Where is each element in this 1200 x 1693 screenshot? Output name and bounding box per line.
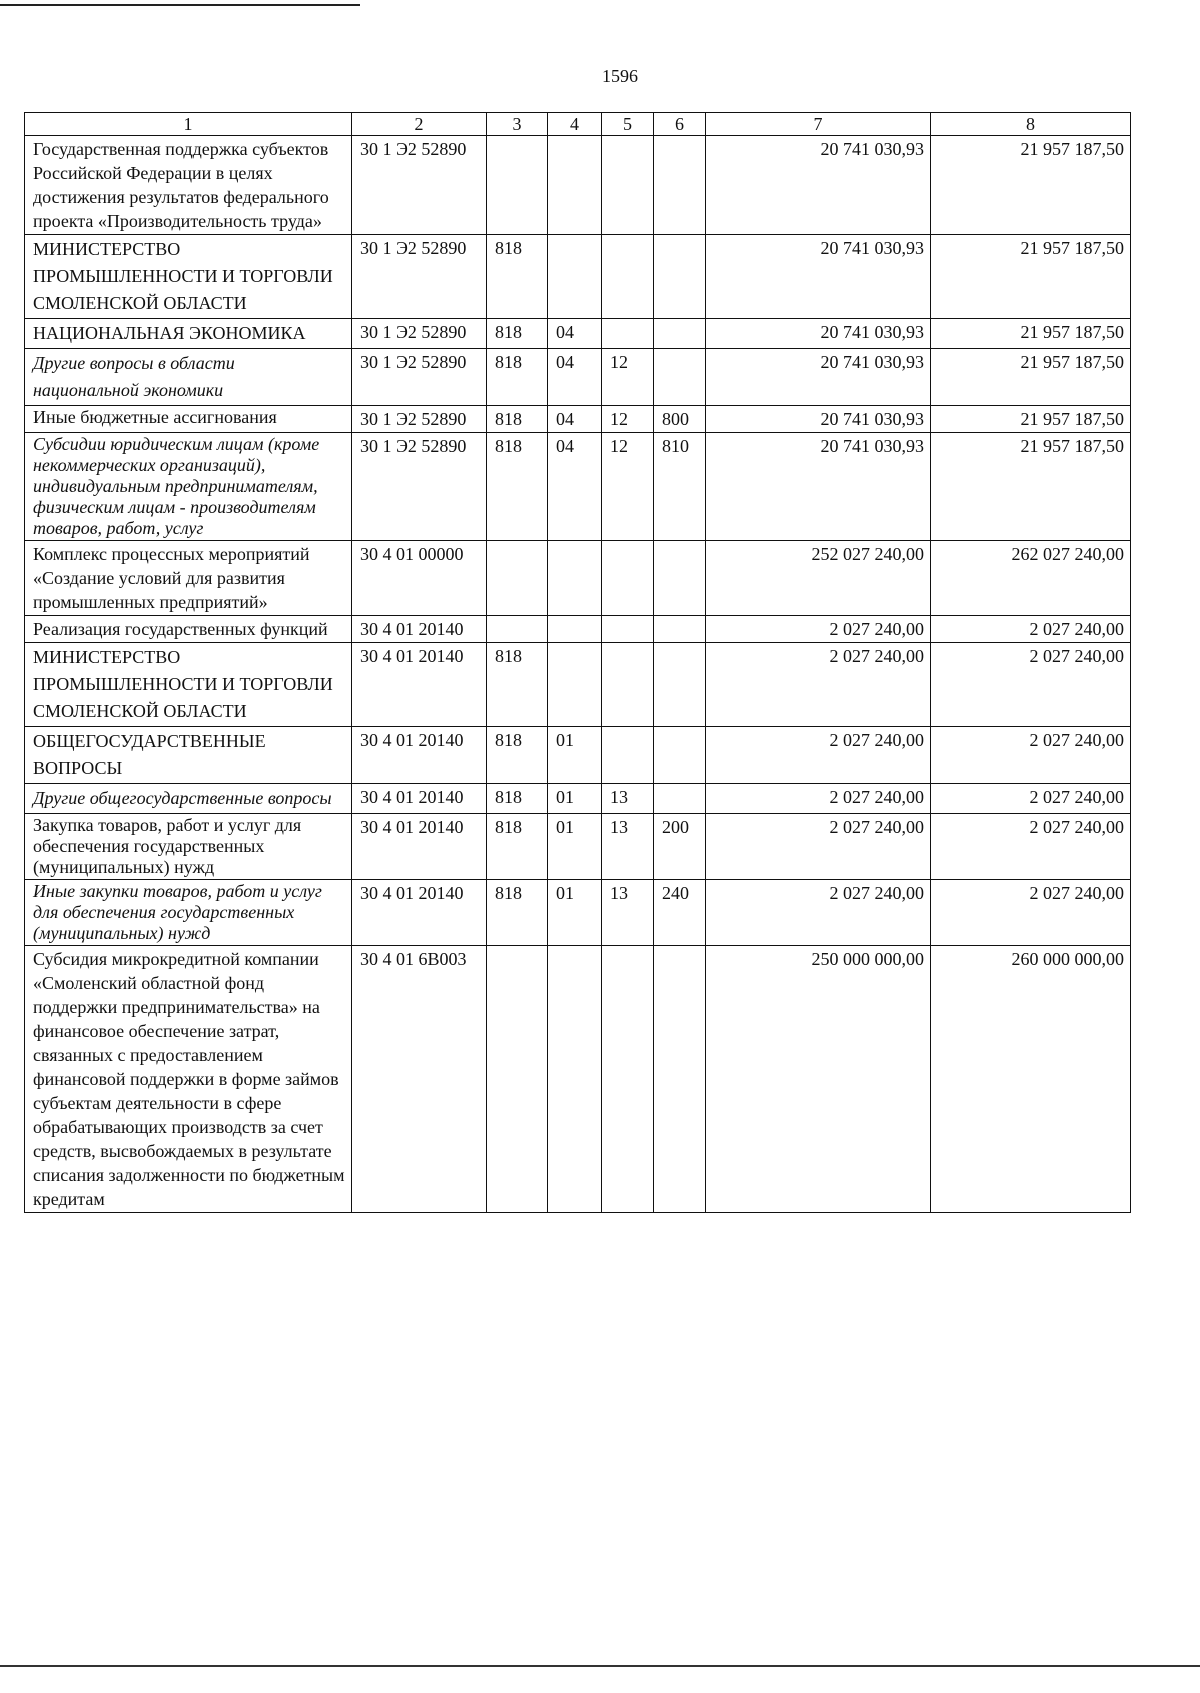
ministry-code: 818: [487, 727, 548, 784]
ministry-code: 818: [487, 235, 548, 319]
amount-year-1: 20 741 030,93: [706, 319, 931, 349]
column-header: 5: [602, 113, 654, 136]
amount-year-2: 21 957 187,50: [931, 319, 1131, 349]
column-header: 7: [706, 113, 931, 136]
ministry-code: 818: [487, 406, 548, 433]
row-name: Другие вопросы в области национальной экономики: [25, 349, 352, 406]
table-row: [25, 880, 1131, 946]
amount-year-1: 252 027 240,00: [706, 541, 931, 616]
amount-year-2: 260 000 000,00: [931, 946, 1131, 1213]
amount-year-2: 2 027 240,00: [931, 880, 1131, 946]
expense-type-code: 810: [654, 433, 706, 541]
expense-type-code: [654, 616, 706, 643]
ministry-code: 818: [487, 643, 548, 727]
expense-type-code: [654, 643, 706, 727]
table-row: [25, 349, 1131, 406]
target-code: 30 1 Э2 52890: [352, 433, 487, 541]
section-code: 01: [548, 727, 602, 784]
target-code: 30 4 01 20140: [352, 643, 487, 727]
ministry-code: [487, 541, 548, 616]
table-header-row: [25, 113, 1131, 136]
subsection-code: 13: [602, 814, 654, 880]
budget-table: [24, 112, 1131, 1213]
subsection-code: [602, 235, 654, 319]
target-code: 30 4 01 6В003: [352, 946, 487, 1213]
table-row: [25, 319, 1131, 349]
row-name: НАЦИОНАЛЬНАЯ ЭКОНОМИКА: [25, 319, 352, 349]
amount-year-2: 2 027 240,00: [931, 784, 1131, 814]
section-code: [548, 136, 602, 235]
target-code: 30 4 01 00000: [352, 541, 487, 616]
expense-type-code: 240: [654, 880, 706, 946]
ministry-code: 818: [487, 349, 548, 406]
column-header: 1: [25, 113, 352, 136]
table-row: [25, 433, 1131, 541]
amount-year-1: 20 741 030,93: [706, 406, 931, 433]
section-code: [548, 541, 602, 616]
target-code: 30 1 Э2 52890: [352, 406, 487, 433]
expense-type-code: [654, 136, 706, 235]
amount-year-2: 262 027 240,00: [931, 541, 1131, 616]
amount-year-1: 2 027 240,00: [706, 727, 931, 784]
ministry-code: [487, 946, 548, 1213]
amount-year-2: 2 027 240,00: [931, 616, 1131, 643]
table-row: [25, 727, 1131, 784]
target-code: 30 4 01 20140: [352, 814, 487, 880]
subsection-code: [602, 616, 654, 643]
target-code: 30 1 Э2 52890: [352, 349, 487, 406]
ministry-code: 818: [487, 814, 548, 880]
amount-year-1: 2 027 240,00: [706, 616, 931, 643]
amount-year-2: 21 957 187,50: [931, 349, 1131, 406]
amount-year-1: 20 741 030,93: [706, 235, 931, 319]
amount-year-1: 2 027 240,00: [706, 814, 931, 880]
column-header: 2: [352, 113, 487, 136]
ministry-code: 818: [487, 433, 548, 541]
section-code: 01: [548, 784, 602, 814]
row-name: МИНИСТЕРСТВО ПРОМЫШЛЕННОСТИ И ТОРГОВЛИ СМОЛЕНСКОЙ ОБЛАСТИ: [25, 235, 352, 319]
target-code: 30 1 Э2 52890: [352, 235, 487, 319]
expense-type-code: [654, 784, 706, 814]
amount-year-1: 2 027 240,00: [706, 880, 931, 946]
expense-type-code: [654, 727, 706, 784]
section-code: [548, 946, 602, 1213]
table-row: [25, 406, 1131, 433]
subsection-code: [602, 643, 654, 727]
amount-year-1: 20 741 030,93: [706, 433, 931, 541]
amount-year-1: 20 741 030,93: [706, 136, 931, 235]
expense-type-code: 800: [654, 406, 706, 433]
scan-edge-line-bottom: [0, 1665, 1200, 1667]
subsection-code: [602, 136, 654, 235]
target-code: 30 4 01 20140: [352, 880, 487, 946]
table-row: [25, 541, 1131, 616]
row-name: Государственная поддержка субъектов Российской Федерации в целях достижения результатов федерального проекта «Производительность труда»: [25, 136, 352, 235]
subsection-code: 13: [602, 880, 654, 946]
amount-year-1: 2 027 240,00: [706, 784, 931, 814]
table-row: [25, 643, 1131, 727]
target-code: 30 4 01 20140: [352, 784, 487, 814]
amount-year-2: 21 957 187,50: [931, 235, 1131, 319]
amount-year-1: 250 000 000,00: [706, 946, 931, 1213]
target-code: 30 1 Э2 52890: [352, 136, 487, 235]
row-name: Иные закупки товаров, работ и услуг для обеспечения государственных (муниципальных) нужд: [25, 880, 352, 946]
amount-year-2: 2 027 240,00: [931, 727, 1131, 784]
section-code: 01: [548, 880, 602, 946]
row-name: Реализация государственных функций: [25, 616, 352, 643]
section-code: 01: [548, 814, 602, 880]
section-code: [548, 616, 602, 643]
ministry-code: 818: [487, 784, 548, 814]
target-code: 30 4 01 20140: [352, 616, 487, 643]
expense-type-code: [654, 235, 706, 319]
subsection-code: 12: [602, 433, 654, 541]
column-header: 6: [654, 113, 706, 136]
section-code: 04: [548, 319, 602, 349]
amount-year-2: 2 027 240,00: [931, 643, 1131, 727]
section-code: [548, 235, 602, 319]
expense-type-code: [654, 349, 706, 406]
target-code: 30 4 01 20140: [352, 727, 487, 784]
table-row: [25, 235, 1131, 319]
expense-type-code: 200: [654, 814, 706, 880]
column-header: 4: [548, 113, 602, 136]
row-name: Закупка товаров, работ и услуг для обеспечения государственных (муниципальных) нужд: [25, 814, 352, 880]
subsection-code: 13: [602, 784, 654, 814]
expense-type-code: [654, 946, 706, 1213]
row-name: Субсидия микрокредитной компании «Смоленский областной фонд поддержки предпринимательства» на финансовое обеспечение затрат, связанных с предоставлением финансовой поддержки в форме займов субъектам деятельности в сфере обрабатывающих производств за счет средств, высвобождаемых в результате списания задолженности по бюджетным кредитам: [25, 946, 352, 1213]
amount-year-1: 2 027 240,00: [706, 643, 931, 727]
subsection-code: [602, 541, 654, 616]
row-name: МИНИСТЕРСТВО ПРОМЫШЛЕННОСТИ И ТОРГОВЛИ СМОЛЕНСКОЙ ОБЛАСТИ: [25, 643, 352, 727]
amount-year-2: 21 957 187,50: [931, 433, 1131, 541]
table-row: [25, 814, 1131, 880]
amount-year-2: 2 027 240,00: [931, 814, 1131, 880]
table-row: [25, 784, 1131, 814]
subsection-code: 12: [602, 349, 654, 406]
table-row: [25, 946, 1131, 1213]
section-code: 04: [548, 433, 602, 541]
ministry-code: 818: [487, 319, 548, 349]
row-name: ОБЩЕГОСУДАРСТВЕННЫЕ ВОПРОСЫ: [25, 727, 352, 784]
column-header: 8: [931, 113, 1131, 136]
ministry-code: 818: [487, 880, 548, 946]
expense-type-code: [654, 541, 706, 616]
page-number: 1596: [602, 66, 638, 86]
subsection-code: 12: [602, 406, 654, 433]
section-code: 04: [548, 406, 602, 433]
amount-year-2: 21 957 187,50: [931, 136, 1131, 235]
subsection-code: [602, 727, 654, 784]
subsection-code: [602, 946, 654, 1213]
table-body: [25, 136, 1131, 1213]
row-name: Субсидии юридическим лицам (кроме некоммерческих организаций), индивидуальным предпринимателям, физическим лицам - производителям товаров, работ, услуг: [25, 433, 352, 541]
column-header: 3: [487, 113, 548, 136]
section-code: 04: [548, 349, 602, 406]
ministry-code: [487, 616, 548, 643]
table-row: [25, 136, 1131, 235]
expense-type-code: [654, 319, 706, 349]
subsection-code: [602, 319, 654, 349]
row-name: Другие общегосударственные вопросы: [25, 784, 352, 814]
section-code: [548, 643, 602, 727]
amount-year-2: 21 957 187,50: [931, 406, 1131, 433]
table-row: [25, 616, 1131, 643]
row-name: Иные бюджетные ассигнования: [25, 406, 352, 433]
amount-year-1: 20 741 030,93: [706, 349, 931, 406]
ministry-code: [487, 136, 548, 235]
target-code: 30 1 Э2 52890: [352, 319, 487, 349]
row-name: Комплекс процессных мероприятий «Создание условий для развития промышленных предприятий»: [25, 541, 352, 616]
scan-edge-line-top: [0, 4, 360, 6]
